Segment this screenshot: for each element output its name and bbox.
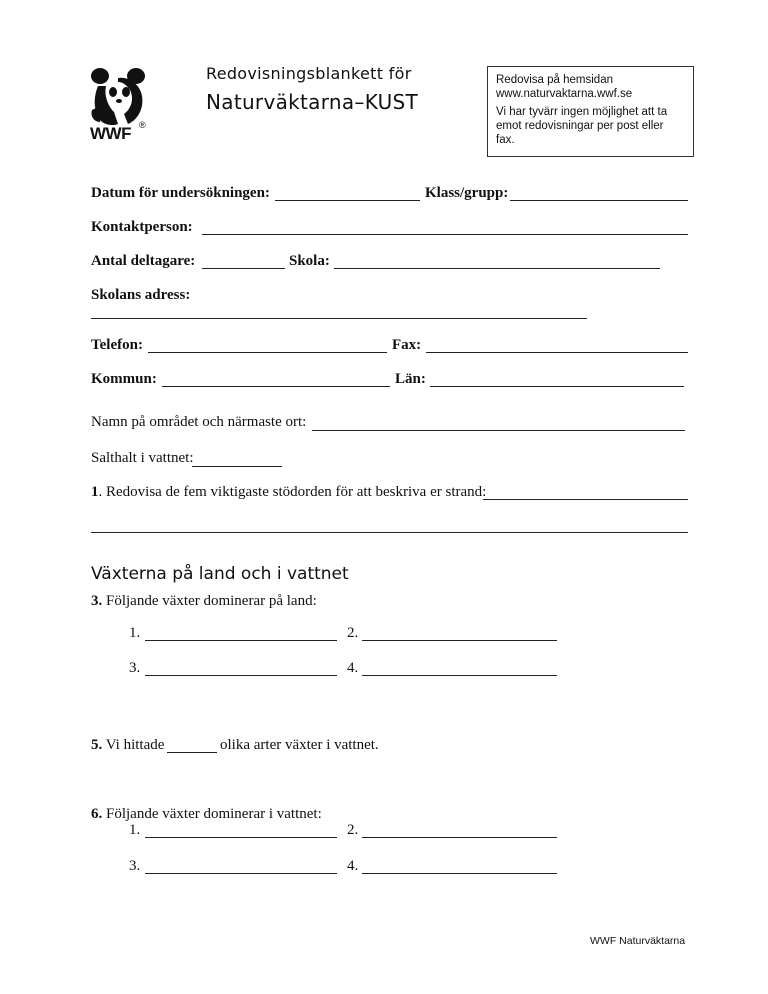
skola-label: Skola: [289, 253, 330, 269]
q3-item-4-label: 4. [347, 660, 359, 676]
datum-label: Datum för undersökningen: [91, 185, 270, 201]
kommun-label: Kommun: [91, 371, 157, 387]
kontaktperson-label: Kontaktperson: [91, 219, 193, 235]
q3-item-1-label: 1. [129, 625, 141, 641]
logo-wordmark: WWF [90, 124, 131, 143]
q6-item-4-label: 4. [347, 858, 359, 874]
telefon-field[interactable] [148, 352, 387, 353]
skolans-adress-label: Skolans adress: [91, 287, 191, 303]
q3-item-2-label: 2. [347, 625, 359, 641]
antal-deltagare-label: Antal deltagare: [91, 253, 196, 269]
omrade-field[interactable] [312, 430, 685, 431]
datum-field[interactable] [275, 200, 420, 201]
skolans-adress-field[interactable] [91, 318, 587, 319]
q3-item-4-field[interactable] [362, 675, 557, 676]
antal-deltagare-field[interactable] [202, 268, 285, 269]
klass-field[interactable] [510, 200, 688, 201]
notice-website: Redovisa på hemsidan www.naturvaktarna.wwf.se [496, 74, 633, 100]
notice-box [487, 66, 694, 157]
question-5-text-a: Vi hittade [102, 737, 165, 753]
notice-no-post: Vi har tyvärr ingen möjlighet att ta emot redovisningar per post eller fax. [496, 106, 668, 146]
question-1-number: 1 [91, 484, 99, 500]
registered-mark: ® [139, 120, 146, 130]
kommun-field[interactable] [162, 386, 390, 387]
question-5-field[interactable] [167, 752, 217, 753]
q3-item-1-field[interactable] [145, 640, 337, 641]
q6-item-2-field[interactable] [362, 837, 557, 838]
skola-field[interactable] [334, 268, 660, 269]
q6-item-4-field[interactable] [362, 873, 557, 874]
question-1 [91, 484, 486, 501]
question-3-number: 3. [91, 593, 103, 609]
fax-field[interactable] [426, 352, 688, 353]
q6-item-3-label: 3. [129, 858, 141, 874]
telefon-label: Telefon: [91, 337, 143, 353]
lan-field[interactable] [430, 386, 684, 387]
question-5 [91, 737, 164, 754]
q6-item-1-field[interactable] [145, 837, 337, 838]
panda-icon [88, 66, 150, 126]
q6-item-1-label: 1. [129, 822, 141, 838]
kontaktperson-field[interactable] [202, 234, 688, 235]
question-6 [91, 806, 322, 823]
question-6-text: Följande växter dominerar i vattnet: [102, 806, 322, 822]
q3-item-3-field[interactable] [145, 675, 337, 676]
question-1-field-a[interactable] [483, 499, 688, 500]
fax-label: Fax: [392, 337, 422, 353]
question-1-field-b[interactable] [91, 532, 688, 533]
question-3-text: Följande växter dominerar på land: [102, 593, 317, 609]
question-5-number: 5. [91, 737, 103, 753]
question-6-number: 6. [91, 806, 103, 822]
logo-text [90, 124, 131, 144]
form-title-line2: Naturväktarna–KUST [206, 90, 419, 114]
q3-item-3-label: 3. [129, 660, 141, 676]
footer-text: WWF Naturväktarna [590, 935, 686, 947]
q6-item-3-field[interactable] [145, 873, 337, 874]
salthalt-field[interactable] [192, 466, 282, 467]
section-heading: Växterna på land och i vattnet [91, 564, 349, 584]
form-title-line1: Redovisningsblankett för [206, 64, 412, 83]
lan-label: Län: [395, 371, 426, 387]
wwf-logo [88, 66, 150, 146]
question-1-text: . Redovisa de fem viktigaste stödorden för att beskriva er strand: [98, 484, 487, 500]
question-3 [91, 593, 317, 610]
omrade-label: Namn på området och närmaste ort: [91, 414, 307, 430]
q3-item-2-field[interactable] [362, 640, 557, 641]
question-5-text-b: olika arter växter i vattnet. [220, 737, 379, 753]
q6-item-2-label: 2. [347, 822, 359, 838]
klass-label: Klass/grupp: [425, 185, 509, 201]
salthalt-label: Salthalt i vattnet: [91, 450, 194, 466]
